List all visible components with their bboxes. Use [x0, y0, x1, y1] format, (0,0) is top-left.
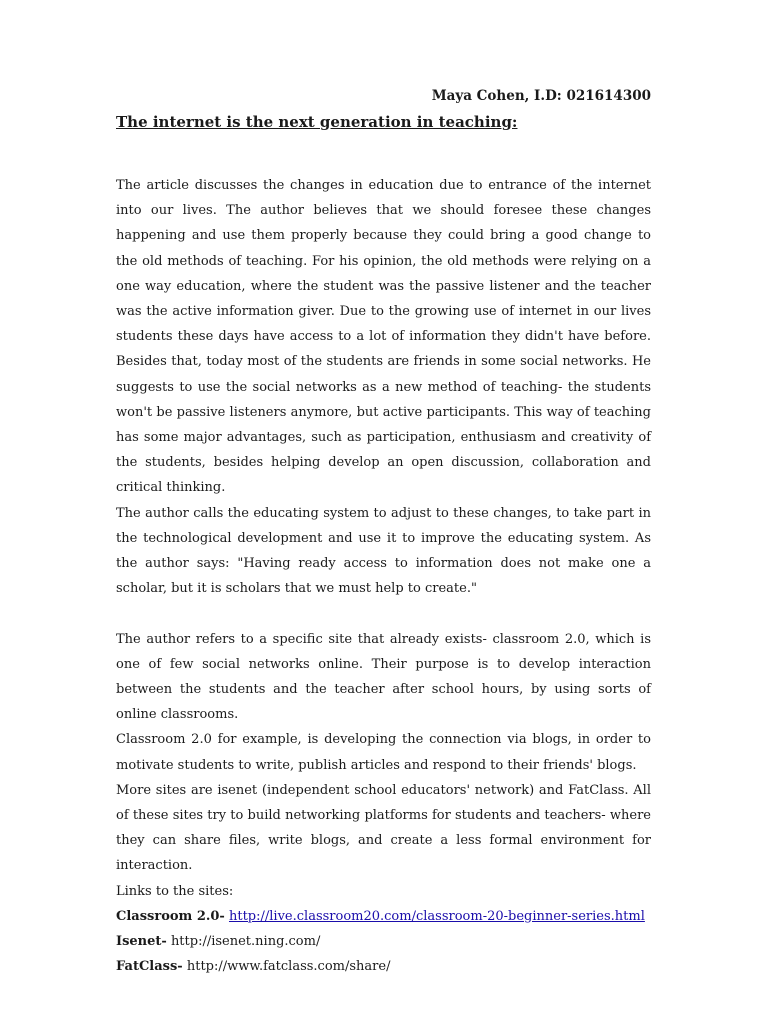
link-line-classroom20: [116, 904, 651, 929]
paragraph-spacer: [116, 601, 651, 626]
title-spacer: [116, 133, 651, 173]
link-name-fatclass: FatClass-: [116, 959, 183, 975]
document-title: The internet is the next generation in teaching:: [116, 113, 518, 131]
link-line-isenet: [116, 929, 651, 954]
link-url-fatclass[interactable]: http://www.fatclass.com/share/: [186, 959, 391, 975]
author-id-line: Maya Cohen, I.D: 021614300: [431, 88, 651, 104]
link-name-isenet: Isenet-: [116, 934, 167, 950]
document-body: [116, 86, 651, 979]
paragraph-author-call: The author calls the educating system to adjust to these changes, to take part in the technological development and use it to improve the educating system. As the author says: "Having ready access to information does not make one a scholar, but it is scholars that we must help to create.": [116, 505, 651, 597]
paragraph-classroom-blogs: Classroom 2.0 for example, is developing the connection via blogs, in order to motivate students to write, publish articles and respond to their friends' blogs.: [116, 732, 651, 773]
links-heading: Links to the sites:: [116, 883, 234, 899]
link-url-classroom20[interactable]: http://live.classroom20.com/classroom-20-beginner-series.html: [228, 908, 645, 924]
link-name-classroom20: Classroom 2.0-: [116, 908, 225, 924]
paragraph-classroom-site: The author refers to a specific site that already exists- classroom 2.0, which is one of few social networks online. Their purpose is to develop interaction between the students and the teacher after school hours, by using sorts of online classrooms.: [116, 631, 651, 723]
paragraph-article-summary: The article discusses the changes in education due to entrance of the internet into our lives. The author believes that we should foresee these changes happening and use them properly because they could bring a good change to the old methods of teaching. For his opinion, the old methods were relying on a one way education, where the student was the passive listener and the teacher was the active information giver. Due to the growing use of internet in our lives students these days have access to a lot of information they didn't have before. Besides that, today most of the students are friends in some social networks. He suggests to use the social networks as a new method of teaching- the students won't be passive listeners anymore, but active participants. This way of teaching has some major advantages, such as participation, enthusiasm and creativity of the students, besides helping develop an open discussion, collaboration and critical thinking.: [116, 178, 651, 496]
paragraph-more-sites: More sites are isenet (independent school educators' network) and FatClass. All of these sites try to build networking platforms for students and teachers- where they can share files, write blogs, and create a less formal environment for interaction.: [116, 782, 651, 874]
link-url-isenet[interactable]: http://isenet.ning.com/: [170, 934, 321, 950]
link-line-fatclass: [116, 954, 651, 979]
